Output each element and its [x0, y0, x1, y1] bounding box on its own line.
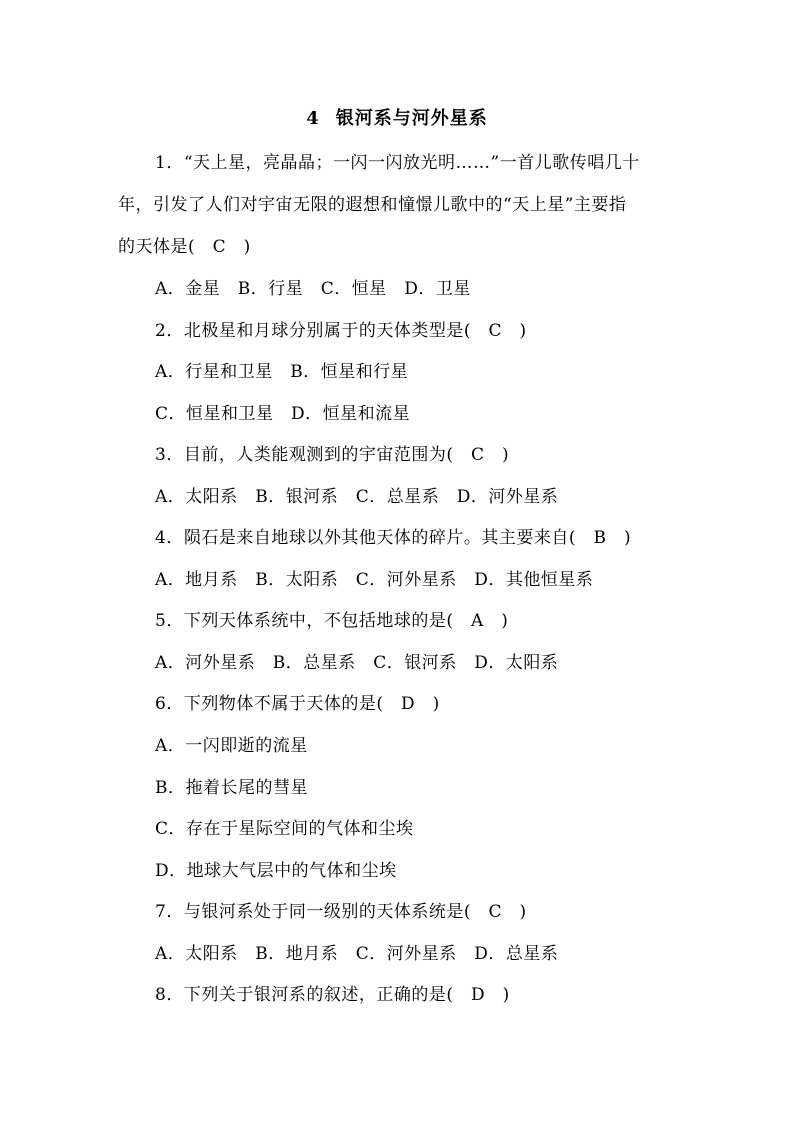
question-6-option-b: B．拖着长尾的彗星 — [155, 778, 308, 798]
question-6-option-c: C．存在于星际空间的气体和尘埃 — [155, 819, 414, 839]
section-title: 银河系与河外星系 — [335, 108, 488, 129]
section-number: 4 — [306, 108, 320, 129]
question-4-options: A．地月系 B．太阳系 C．河外星系 D．其他恒星系 — [155, 570, 594, 590]
question-8-stem: 8．下列关于银河系的叙述，正确的是( D ) — [155, 985, 510, 1005]
question-4-stem: 4．陨石是来自地球以外其他天体的碎片。其主要来自( B ) — [155, 528, 632, 548]
question-6-stem: 6．下列物体不属于天体的是( D ) — [155, 694, 440, 714]
question-5-options: A．河外星系 B．总星系 C．银河系 D．太阳系 — [155, 653, 559, 673]
question-5-stem: 5．下列天体系统中，不包括地球的是( A ) — [155, 611, 509, 631]
question-2-options-1: A．行星和卫星 B．恒星和行星 — [155, 362, 409, 382]
question-7-options: A．太阳系 B．地月系 C．河外星系 D．总星系 — [155, 944, 559, 964]
question-3-stem: 3．目前，人类能观测到的宇宙范围为( C ) — [155, 445, 510, 465]
question-2-options-2: C．恒星和卫星 D．恒星和流星 — [155, 404, 411, 424]
question-7-stem: 7．与银河系处于同一级别的天体系统是( C ) — [155, 902, 527, 922]
question-1-line-1: 1．“天上星，亮晶晶；一闪一闪放光明……”一首儿歌传唱几十 — [155, 153, 640, 173]
question-2-stem: 2．北极星和月球分别属于的天体类型是( C ) — [155, 321, 527, 341]
question-1-line-2: 年，引发了人们对宇宙无限的遐想和憧憬儿歌中的“天上星”主要指 — [118, 195, 627, 215]
question-6-option-d: D．地球大气层中的气体和尘埃 — [155, 861, 397, 881]
page-title — [0, 104, 794, 130]
question-1-line-3: 的天体是( C ) — [118, 237, 251, 257]
question-6-option-a: A．一闪即逝的流星 — [155, 736, 308, 756]
question-3-options: A．太阳系 B．银河系 C．总星系 D．河外星系 — [155, 487, 559, 507]
question-1-options: A．金星 B．行星 C．恒星 D．卫星 — [155, 279, 471, 299]
